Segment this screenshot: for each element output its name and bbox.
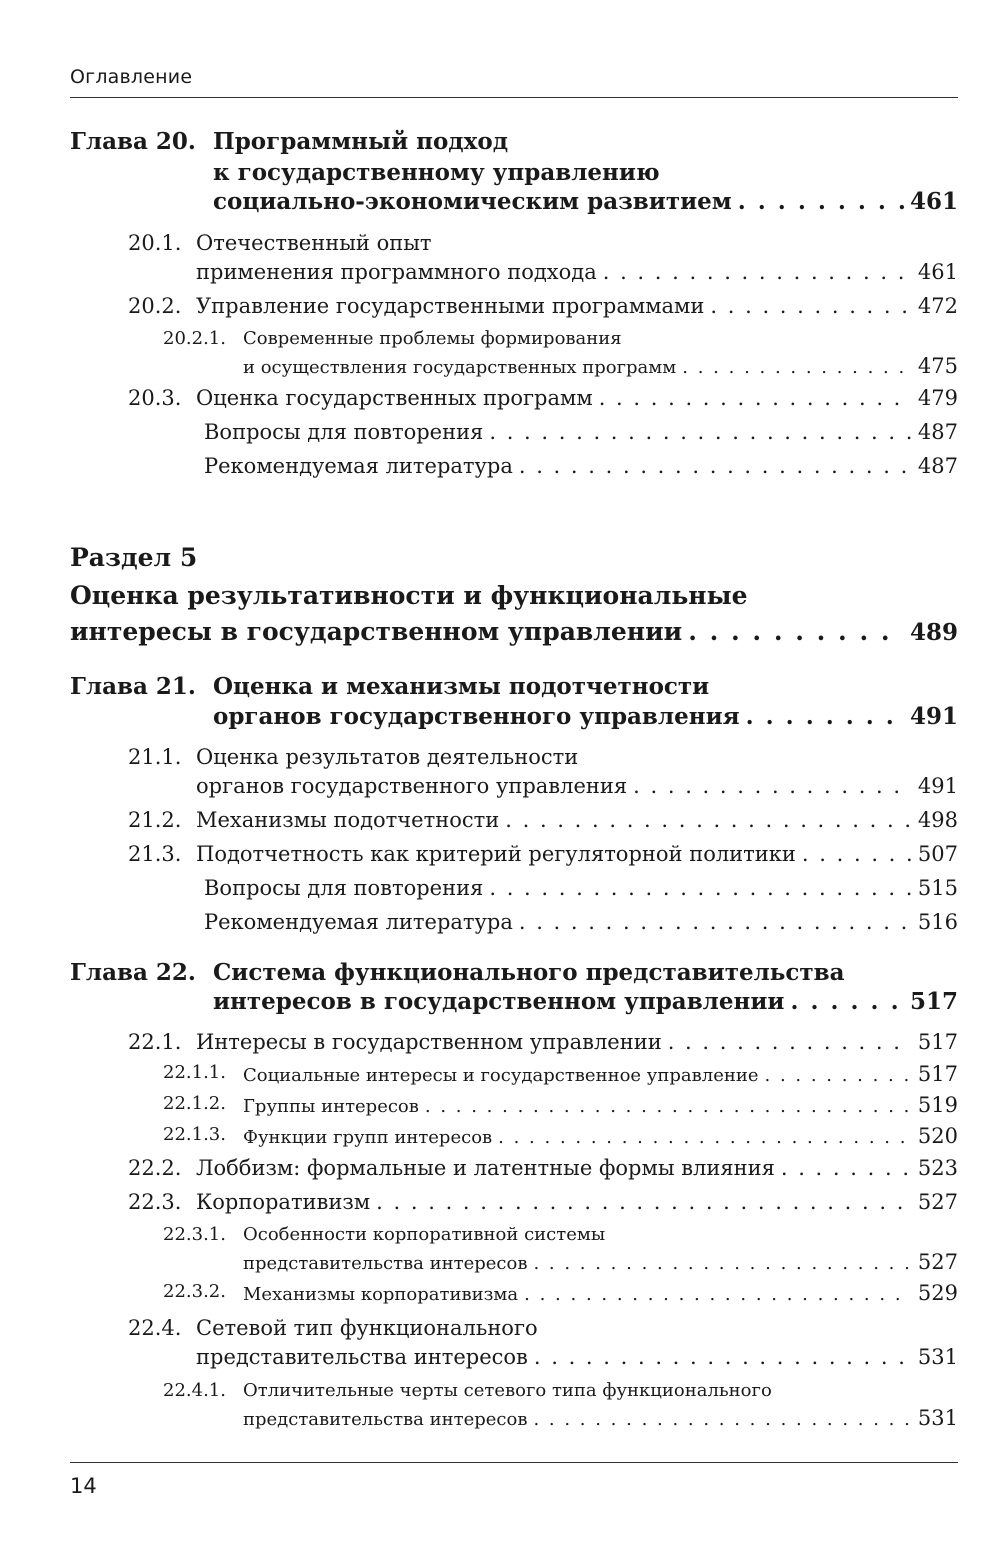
leader-dots	[489, 876, 912, 900]
section-20-1-page: 461	[917, 260, 958, 284]
subsection-20-2-1-number: 20.2.1.	[163, 328, 226, 349]
page-number: 14	[70, 1474, 97, 1498]
section-20-1-number: 20.1.	[128, 231, 182, 255]
leader-dots	[781, 1156, 912, 1180]
section-21-3-page: 507	[917, 842, 958, 866]
header-divider	[70, 97, 958, 98]
subsection-22-3-2-title: Механизмы корпоративизма	[243, 1284, 519, 1305]
toc-entry-section-22-2[interactable]	[0, 1156, 958, 1190]
subsection-22-4-1-number: 22.4.1.	[163, 1380, 226, 1401]
toc-entry-subsection-22-1-2[interactable]	[0, 1093, 958, 1127]
toc-entry-chapter-21[interactable]	[0, 703, 958, 737]
section-20-2-number: 20.2.	[128, 294, 182, 318]
leader-dots	[710, 294, 912, 318]
toc-entry-part-5[interactable]	[0, 617, 958, 651]
chapter-22-title-line1: Система функционального представительства	[213, 959, 845, 986]
section-22-1-number: 22.1.	[128, 1030, 182, 1054]
section-22-1-title: Интересы в государственном управлении	[196, 1030, 662, 1054]
subsection-22-1-1-title: Социальные интересы и государственное управление	[243, 1065, 759, 1086]
toc-entry-subsection-22-3-2[interactable]	[0, 1281, 958, 1315]
section-21-1-title-line2: органов государственного управления	[196, 774, 628, 798]
subsection-22-4-1-title-line2: представительства интересов	[243, 1409, 528, 1430]
subsection-20-2-1-title-line1: Современные проблемы формирования	[243, 328, 622, 349]
section-20-2-page: 472	[917, 294, 958, 318]
toc-entry-literature-20[interactable]	[0, 454, 958, 488]
literature-21-page: 516	[917, 910, 958, 934]
review-questions-21-page: 515	[917, 876, 958, 900]
subsection-22-1-2-title: Группы интересов	[243, 1096, 419, 1117]
toc-entry-subsection-22-1-3[interactable]	[0, 1124, 958, 1158]
section-22-4-number: 22.4.	[128, 1316, 182, 1340]
leader-dots	[505, 808, 912, 832]
leader-dots	[603, 260, 912, 284]
toc-entry-subsection-20-2-1[interactable]	[0, 354, 958, 388]
section-20-3-page: 479	[917, 386, 958, 410]
leader-dots	[746, 703, 904, 730]
chapter-21-title-line2: органов государственного управления	[213, 703, 740, 730]
leader-dots	[802, 842, 912, 866]
leader-dots	[688, 617, 904, 646]
section-21-2-title: Механизмы подотчетности	[196, 808, 500, 832]
leader-dots	[524, 1284, 912, 1305]
subsection-22-4-1-title-line1: Отличительные черты сетевого типа функционального	[243, 1380, 772, 1401]
section-20-3-number: 20.3.	[128, 386, 182, 410]
toc-entry-review-questions-20[interactable]	[0, 420, 958, 454]
leader-dots	[533, 1253, 911, 1274]
part-5-title-line2: интересы в государственном управлении	[70, 617, 683, 646]
chapter-20-title-line1: Программный подход	[213, 128, 509, 155]
chapter-21-title-line1: Оценка и механизмы подотчетности	[213, 673, 710, 700]
section-22-4-title-line2: представительства интересов	[196, 1345, 528, 1369]
section-21-1-number: 21.1.	[128, 745, 182, 769]
section-22-3-title: Корпоративизм	[196, 1190, 371, 1214]
subsection-22-4-1-page: 531	[917, 1406, 958, 1430]
subsection-20-2-1-page: 475	[917, 354, 958, 378]
toc-entry-literature-21[interactable]	[0, 910, 958, 944]
chapter-20-page: 461	[909, 188, 958, 215]
subsection-22-1-1-number: 22.1.1.	[163, 1062, 226, 1083]
toc-entry-section-22-4[interactable]	[0, 1345, 958, 1379]
chapter-22-page: 517	[909, 988, 958, 1015]
leader-dots	[376, 1190, 912, 1214]
chapter-20-title-line2: к государственному управлению	[213, 159, 660, 186]
literature-20-page: 487	[917, 454, 958, 478]
toc-entry-subsection-22-3-1[interactable]	[0, 1250, 958, 1284]
section-21-3-title: Подотчетность как критерий регуляторной политики	[196, 842, 796, 866]
literature-20-title: Рекомендуемая литература	[204, 454, 513, 478]
review-questions-21-title: Вопросы для повторения	[204, 876, 484, 900]
leader-dots	[599, 386, 912, 410]
toc-entry-section-21-2[interactable]	[0, 808, 958, 842]
part-5-label: Раздел 5	[70, 543, 198, 572]
section-22-4-page: 531	[917, 1345, 958, 1369]
section-20-1-title-line2: применения программного подхода	[196, 260, 597, 284]
section-22-2-title: Лоббизм: формальные и латентные формы влияния	[196, 1156, 775, 1180]
subsection-22-1-2-number: 22.1.2.	[163, 1093, 226, 1114]
chapter-21-page: 491	[909, 703, 958, 730]
section-21-3-number: 21.3.	[128, 842, 182, 866]
section-22-2-page: 523	[917, 1156, 958, 1180]
subsection-22-1-3-number: 22.1.3.	[163, 1124, 226, 1145]
leader-dots	[682, 357, 912, 378]
toc-entry-subsection-22-4-1[interactable]	[0, 1406, 958, 1440]
chapter-20-title-line3: социально-экономическим развитием	[213, 188, 732, 215]
subsection-22-1-3-title: Функции групп интересов	[243, 1127, 493, 1148]
toc-entry-chapter-22[interactable]	[0, 988, 958, 1022]
leader-dots	[791, 988, 904, 1015]
toc-entry-review-questions-21[interactable]	[0, 876, 958, 910]
section-22-4-title-line1: Сетевой тип функционального	[196, 1316, 538, 1340]
leader-dots	[519, 910, 912, 934]
leader-dots	[489, 420, 912, 444]
subsection-22-3-1-title-line2: представительства интересов	[243, 1253, 528, 1274]
section-21-2-number: 21.2.	[128, 808, 182, 832]
leader-dots	[533, 1409, 911, 1430]
subsection-22-1-3-page: 520	[917, 1124, 958, 1148]
leader-dots	[519, 454, 912, 478]
toc-entry-section-21-3[interactable]	[0, 842, 958, 876]
footer-divider	[70, 1462, 958, 1463]
chapter-22-number: Глава 22.	[70, 959, 196, 986]
subsection-22-3-2-page: 529	[917, 1281, 958, 1305]
toc-entry-section-20-3[interactable]	[0, 386, 958, 420]
leader-dots	[765, 1065, 912, 1086]
leader-dots	[425, 1096, 912, 1117]
chapter-20-number: Глава 20.	[70, 128, 196, 155]
leader-dots	[668, 1030, 912, 1054]
subsection-22-3-1-title-line1: Особенности корпоративной системы	[243, 1224, 606, 1245]
toc-entry-subsection-22-1-1[interactable]	[0, 1062, 958, 1096]
subsection-22-3-2-number: 22.3.2.	[163, 1281, 226, 1302]
chapter-22-title-line2: интересов в государственном управлении	[213, 988, 785, 1015]
toc-entry-section-22-3[interactable]	[0, 1190, 958, 1224]
subsection-20-2-1-title-line2: и осуществления государственных программ	[243, 357, 677, 378]
subsection-22-3-1-number: 22.3.1.	[163, 1224, 226, 1245]
leader-dots	[498, 1127, 912, 1148]
toc-entry-chapter-20[interactable]	[0, 188, 958, 222]
leader-dots	[633, 774, 912, 798]
section-22-3-number: 22.3.	[128, 1190, 182, 1214]
section-22-1-page: 517	[917, 1030, 958, 1054]
section-21-1-title-line1: Оценка результатов деятельности	[196, 745, 579, 769]
leader-dots	[534, 1345, 912, 1369]
section-21-1-page: 491	[917, 774, 958, 798]
section-21-2-page: 498	[917, 808, 958, 832]
review-questions-20-title: Вопросы для повторения	[204, 420, 484, 444]
part-5-page: 489	[909, 619, 958, 646]
literature-21-title: Рекомендуемая литература	[204, 910, 513, 934]
section-20-2-title: Управление государственными программами	[196, 294, 705, 318]
toc-entry-section-22-1[interactable]	[0, 1030, 958, 1064]
subsection-22-3-1-page: 527	[917, 1250, 958, 1274]
subsection-22-1-1-page: 517	[917, 1062, 958, 1086]
review-questions-20-page: 487	[917, 420, 958, 444]
section-22-3-page: 527	[917, 1190, 958, 1214]
toc-entry-section-20-1[interactable]	[0, 260, 958, 294]
part-5-title-line1: Оценка результативности и функциональные	[70, 581, 748, 610]
subsection-22-1-2-page: 519	[917, 1093, 958, 1117]
section-20-3-title: Оценка государственных программ	[196, 386, 593, 410]
section-22-2-number: 22.2.	[128, 1156, 182, 1180]
leader-dots	[738, 188, 904, 215]
chapter-21-number: Глава 21.	[70, 673, 196, 700]
section-20-1-title-line1: Отечественный опыт	[196, 231, 432, 255]
toc-entry-section-21-1[interactable]	[0, 774, 958, 808]
running-header: Оглавление	[70, 66, 193, 88]
toc-entry-section-20-2[interactable]	[0, 294, 958, 328]
